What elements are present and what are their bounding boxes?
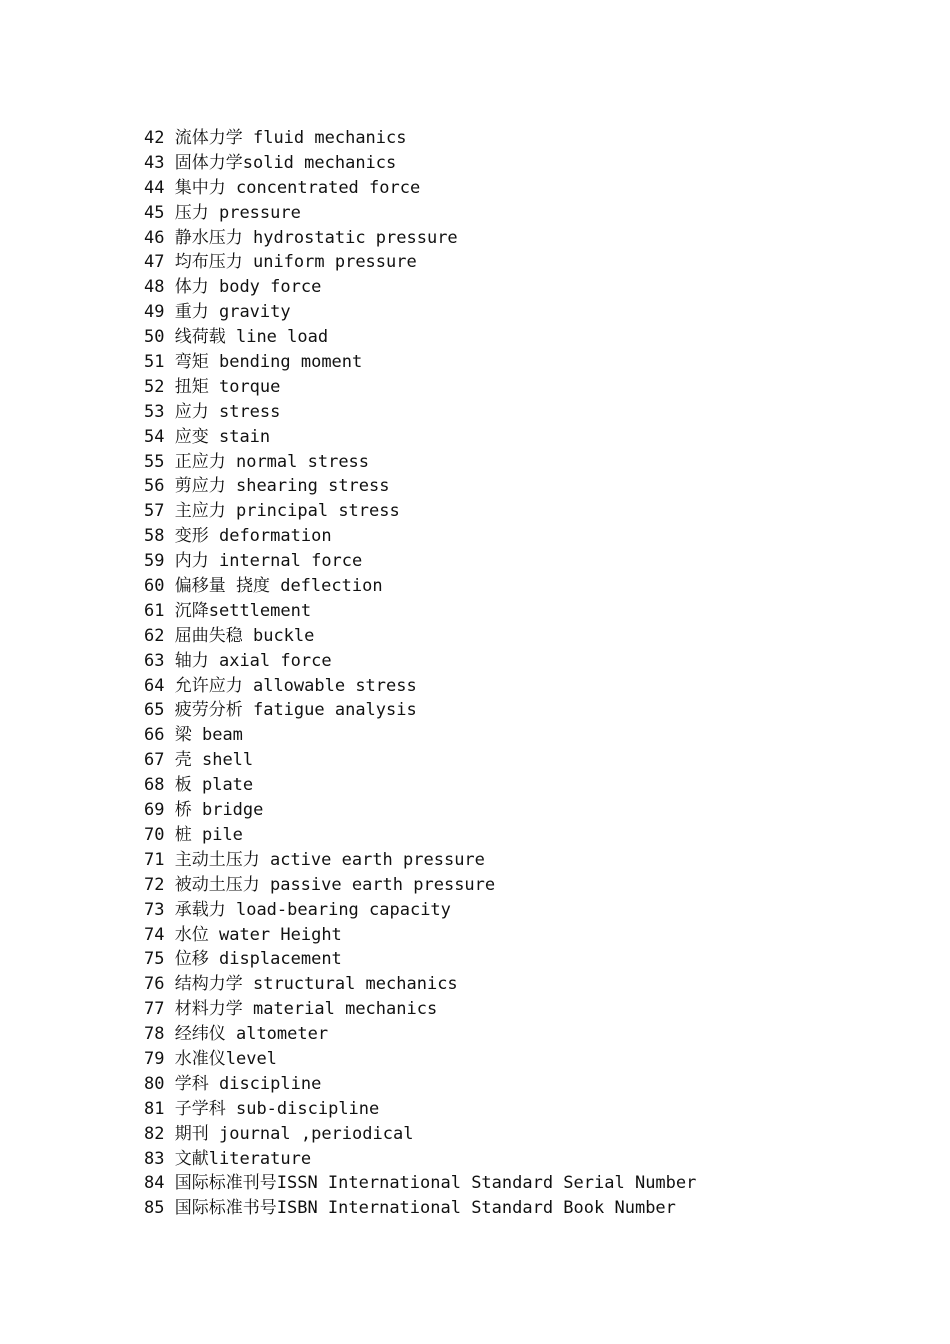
entry-term: 内力 internal force xyxy=(174,551,363,572)
entry-number: 67 xyxy=(144,750,165,771)
entry-term: 主应力 principal stress xyxy=(174,501,400,522)
glossary-entry xyxy=(144,549,696,574)
entry-number: 83 xyxy=(144,1148,165,1169)
glossary-entry xyxy=(144,151,696,176)
glossary-entry xyxy=(144,275,696,300)
entry-number: 79 xyxy=(144,1048,165,1069)
entry-term: 经纬仪 altometer xyxy=(174,1024,329,1045)
entry-term: 壳 shell xyxy=(174,750,254,771)
glossary-entry xyxy=(144,499,696,524)
glossary-entry xyxy=(144,773,696,798)
entry-term: 允许应力 allowable stress xyxy=(174,675,417,696)
entry-term: 学科 discipline xyxy=(174,1073,322,1094)
entry-number: 59 xyxy=(144,551,165,572)
glossary-entry xyxy=(144,450,696,475)
entry-term: 结构力学 structural mechanics xyxy=(174,974,458,995)
entry-term: 梁 beam xyxy=(174,725,243,746)
glossary-entry xyxy=(144,524,696,549)
entry-term: 位移 displacement xyxy=(174,949,342,970)
entry-number: 80 xyxy=(144,1073,165,1094)
glossary-entry xyxy=(144,1122,696,1147)
glossary-entry xyxy=(144,1147,696,1172)
entry-number: 46 xyxy=(144,227,165,248)
entry-number: 82 xyxy=(144,1123,165,1144)
entry-number: 65 xyxy=(144,700,165,721)
glossary-entry xyxy=(144,1171,696,1196)
entry-number: 74 xyxy=(144,924,165,945)
glossary-entry xyxy=(144,873,696,898)
glossary-entry xyxy=(144,574,696,599)
glossary-entry xyxy=(144,823,696,848)
entry-number: 56 xyxy=(144,476,165,497)
glossary-entry xyxy=(144,674,696,699)
entry-term: 承载力 load-bearing capacity xyxy=(174,899,451,920)
entry-number: 85 xyxy=(144,1198,165,1219)
entry-term: 轴力 axial force xyxy=(174,650,332,671)
entry-term: 均布压力 uniform pressure xyxy=(174,252,417,273)
glossary-list xyxy=(144,126,696,1221)
entry-term: 子学科 sub-discipline xyxy=(174,1098,380,1119)
glossary-entry xyxy=(144,226,696,251)
glossary-entry xyxy=(144,1072,696,1097)
glossary-entry xyxy=(144,848,696,873)
glossary-entry xyxy=(144,1196,696,1221)
entry-number: 60 xyxy=(144,576,165,597)
entry-number: 61 xyxy=(144,600,165,621)
entry-term: 国际标准刊号ISSN International Standard Serial Number xyxy=(174,1173,697,1194)
entry-term: 集中力 concentrated force xyxy=(174,177,421,198)
entry-number: 69 xyxy=(144,800,165,821)
glossary-entry xyxy=(144,375,696,400)
entry-term: 剪应力 shearing stress xyxy=(174,476,390,497)
glossary-entry xyxy=(144,972,696,997)
entry-number: 58 xyxy=(144,526,165,547)
entry-term: 扭矩 torque xyxy=(174,376,281,397)
glossary-entry xyxy=(144,474,696,499)
entry-number: 54 xyxy=(144,426,165,447)
entry-term: 期刊 journal ,periodical xyxy=(174,1123,414,1144)
entry-term: 被动土压力 passive earth pressure xyxy=(174,874,496,895)
glossary-entry xyxy=(144,798,696,823)
glossary-entry xyxy=(144,300,696,325)
entry-number: 68 xyxy=(144,775,165,796)
glossary-entry xyxy=(144,176,696,201)
entry-number: 57 xyxy=(144,501,165,522)
entry-number: 45 xyxy=(144,202,165,223)
glossary-entry xyxy=(144,425,696,450)
entry-number: 66 xyxy=(144,725,165,746)
entry-number: 78 xyxy=(144,1024,165,1045)
entry-number: 73 xyxy=(144,899,165,920)
entry-number: 44 xyxy=(144,177,165,198)
glossary-entry xyxy=(144,624,696,649)
entry-term: 固体力学solid mechanics xyxy=(174,152,397,173)
entry-number: 50 xyxy=(144,327,165,348)
entry-number: 52 xyxy=(144,376,165,397)
glossary-entry xyxy=(144,250,696,275)
glossary-entry xyxy=(144,698,696,723)
entry-term: 屈曲失稳 buckle xyxy=(174,625,315,646)
entry-number: 51 xyxy=(144,352,165,373)
glossary-entry xyxy=(144,748,696,773)
entry-term: 桥 bridge xyxy=(174,800,264,821)
glossary-entry xyxy=(144,350,696,375)
entry-term: 压力 pressure xyxy=(174,202,301,223)
entry-number: 64 xyxy=(144,675,165,696)
entry-number: 48 xyxy=(144,277,165,298)
entry-term: 国际标准书号ISBN International Standard Book Number xyxy=(174,1198,676,1219)
entry-term: 静水压力 hydrostatic pressure xyxy=(174,227,458,248)
entry-number: 55 xyxy=(144,451,165,472)
glossary-entry xyxy=(144,923,696,948)
entry-number: 47 xyxy=(144,252,165,273)
entry-term: 文献literature xyxy=(174,1148,312,1169)
glossary-entry xyxy=(144,898,696,923)
glossary-entry xyxy=(144,947,696,972)
entry-term: 弯矩 bending moment xyxy=(174,352,363,373)
entry-term: 水准仪level xyxy=(174,1048,277,1069)
entry-term: 应变 stain xyxy=(174,426,271,447)
entry-number: 81 xyxy=(144,1098,165,1119)
glossary-entry xyxy=(144,1097,696,1122)
entry-term: 沉降settlement xyxy=(174,600,312,621)
entry-term: 线荷载 line load xyxy=(174,327,329,348)
entry-term: 板 plate xyxy=(174,775,254,796)
entry-number: 77 xyxy=(144,999,165,1020)
entry-number: 42 xyxy=(144,128,165,148)
glossary-entry xyxy=(144,400,696,425)
entry-term: 变形 deformation xyxy=(174,526,332,547)
entry-term: 材料力学 material mechanics xyxy=(174,999,438,1020)
entry-term: 疲劳分析 fatigue analysis xyxy=(174,700,417,721)
entry-term: 重力 gravity xyxy=(174,302,291,323)
glossary-entry xyxy=(144,599,696,624)
entry-term: 正应力 normal stress xyxy=(174,451,370,472)
entry-number: 63 xyxy=(144,650,165,671)
glossary-entry xyxy=(144,1022,696,1047)
glossary-entry xyxy=(144,723,696,748)
entry-term: 桩 pile xyxy=(174,824,243,845)
entry-number: 53 xyxy=(144,401,165,422)
glossary-entry xyxy=(144,1047,696,1072)
glossary-entry xyxy=(144,126,696,151)
entry-term: 水位 water Height xyxy=(174,924,342,945)
glossary-entry xyxy=(144,325,696,350)
entry-number: 84 xyxy=(144,1173,165,1194)
entry-term: 流体力学 fluid mechanics xyxy=(174,128,407,148)
glossary-entry xyxy=(144,201,696,226)
entry-number: 76 xyxy=(144,974,165,995)
entry-term: 主动土压力 active earth pressure xyxy=(174,849,485,870)
entry-number: 49 xyxy=(144,302,165,323)
entry-number: 62 xyxy=(144,625,165,646)
entry-term: 应力 stress xyxy=(174,401,281,422)
entry-term: 体力 body force xyxy=(174,277,322,298)
entry-number: 43 xyxy=(144,152,165,173)
glossary-entry xyxy=(144,649,696,674)
entry-number: 71 xyxy=(144,849,165,870)
entry-number: 75 xyxy=(144,949,165,970)
glossary-entry xyxy=(144,997,696,1022)
entry-number: 70 xyxy=(144,824,165,845)
entry-number: 72 xyxy=(144,874,165,895)
entry-term: 偏移量 挠度 deflection xyxy=(174,576,383,597)
